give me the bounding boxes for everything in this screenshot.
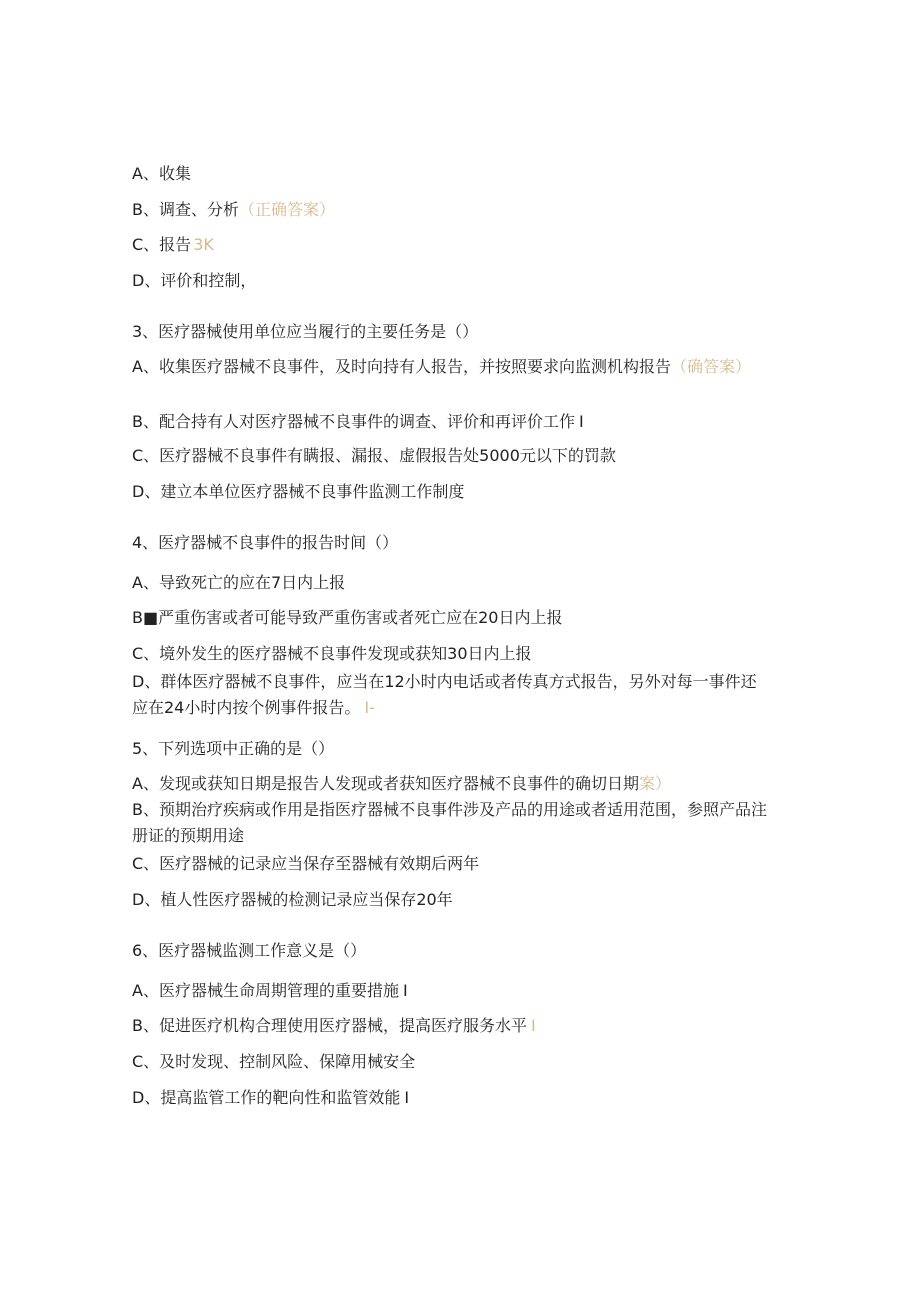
question-5-option-b [132,797,772,849]
option-text: D、建立本单位医疗器械不良事件监测工作制度 [132,482,465,501]
question-4-option-b [132,605,792,631]
question-text: 6、医疗器械监测工作意义是（） [132,941,367,960]
option-text: C、境外发生的医疗器械不良事件发现或获知30日内上报 [132,644,532,663]
option-text: A、导致死亡的应在7日内上报 [132,573,346,592]
question-5-option-d [132,887,792,913]
answer-mark: I [402,981,408,1000]
correct-answer-mark: （正确答案） [238,200,335,219]
correct-answer-mark: （确答案） [670,357,751,376]
option-text: B、促进医疗机构合理使用医疗器械，提高医疗服务水平 [132,1016,527,1035]
option-text: C、报告 [132,235,192,254]
question-text: 4、医疗器械不良事件的报告时间（） [132,533,399,552]
option-text: B、配合持有人对医疗器械不良事件的调查、评价和再评价工作 [132,412,575,431]
question-6-title [132,938,792,964]
question-5-option-c [132,851,792,877]
answer-mark: I- [364,698,375,717]
option-text: A、医疗器械生命周期管理的重要措施 [132,981,399,1000]
option-text: D、评价和控制， [132,271,257,290]
question-text: 3、医疗器械使用单位应当履行的主要任务是（） [132,322,479,341]
option-text: B、调查、分析 [132,200,239,219]
answer-mark: I [530,1016,536,1035]
question-5-title [132,736,792,762]
answer-mark: I [404,1088,410,1107]
question-5-option-a [132,771,792,797]
question-4-option-a [132,570,792,596]
question-6-option-d [132,1085,792,1111]
option-text: B、预期治疗疾病或作用是指医疗器械不良事件涉及产品的用途或者适用范围，参照产品注册证的预期用途 [132,800,767,845]
correct-answer-mark: 案） [638,774,671,793]
option-text: D、提高监管工作的靶向性和监管效能 [132,1088,401,1107]
question-6-option-a [132,978,792,1004]
option-b-prev [132,197,792,223]
option-text: D、植人性医疗器械的检测记录应当保存20年 [132,890,453,909]
question-4-title [132,530,792,556]
question-3-option-d [132,479,792,505]
option-text: C、及时发现、控制风险、保障用械安全 [132,1052,416,1071]
question-4-option-d [132,669,772,721]
answer-mark: I [578,412,584,431]
option-c-prev [132,232,792,258]
question-6-option-c [132,1049,792,1075]
question-3-title [132,319,792,345]
question-3-option-c [132,443,792,469]
option-text: A、发现或获知日期是报告人发现或者获知医疗器械不良事件的确切日期 [132,774,639,793]
option-text: C、医疗器械不良事件有瞒报、漏报、虚假报告处5000元以下的罚款 [132,446,616,465]
option-text: B■严重伤害或者可能导致严重伤害或者死亡应在20日内上报 [132,608,563,627]
question-6-option-b [132,1013,792,1039]
option-text: A、收集 [132,164,191,183]
option-a-prev [132,161,792,187]
answer-mark: 3K [193,235,214,254]
question-3-option-b [132,409,792,435]
question-4-option-c [132,641,792,667]
question-text: 5、下列选项中正确的是（） [132,739,335,758]
option-text: A、收集医疗器械不良事件，及时向持有人报告，并按照要求向监测机构报告 [132,357,671,376]
option-text: D、群体医疗器械不良事件，应当在12小时内电话或者传真方式报告，另外对每一事件还应在24小时内按个例事件报告。 [132,672,757,717]
question-3-option-a [132,354,772,380]
option-d-prev [132,268,792,294]
option-text: C、医疗器械的记录应当保存至器械有效期后两年 [132,854,480,873]
